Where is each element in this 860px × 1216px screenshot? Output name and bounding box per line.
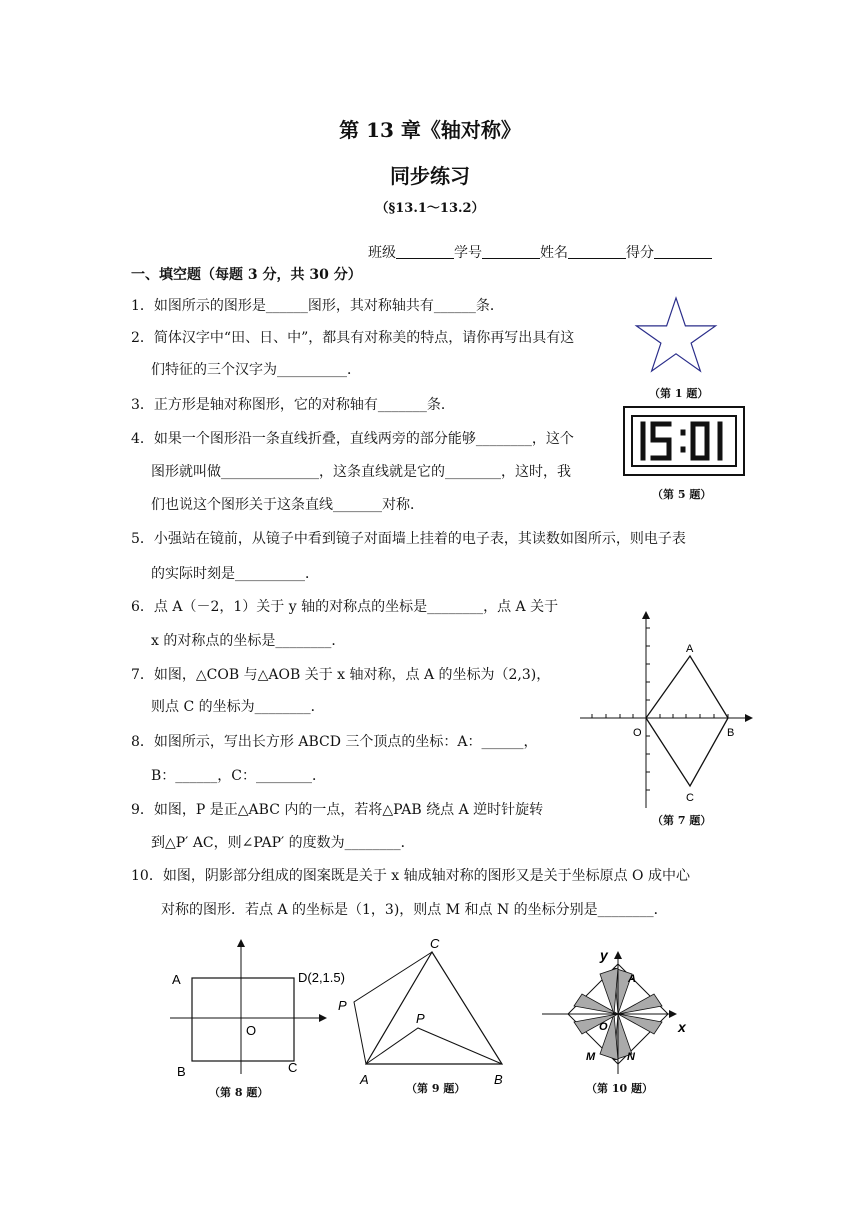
label-p-prime: P <box>338 998 347 1013</box>
label-b: B <box>494 1072 503 1087</box>
question-2-line-2: 们特征的三个汉字为__________． <box>151 362 361 378</box>
question-10-line-2: 对称的图形．若点 A 的坐标是（1，3)，则点 M 和点 N 的坐标分别是________． <box>161 902 668 918</box>
figure-1-caption: （第 1 题） <box>649 387 709 400</box>
label-c: C <box>430 936 440 951</box>
question-5-line-1: 5．小强站在镜前，从镜子中看到镜子对面墙上挂着的电子表，其读数如图所示，则电子表 <box>131 531 686 547</box>
label-b: B <box>727 727 735 739</box>
question-9-line-1: 9．如图，P 是正△ABC 内的一点，若将△PAB 绕点 A 逆时针旋转 <box>131 802 544 818</box>
page-title: 第 13 章《轴对称》 <box>339 118 521 142</box>
label-a: A <box>686 643 694 655</box>
label-x: x <box>678 1019 686 1035</box>
class-label: 班级 <box>368 245 396 261</box>
axis-ticks <box>592 628 728 790</box>
label-d: D(2,1.5) <box>298 970 345 985</box>
label-y: y <box>600 947 608 963</box>
question-4-line-3: 们也说这个图形关于这条直线_______对称． <box>151 497 424 513</box>
question-6-line-1: 6．点 A（－2，1）关于 y 轴的对称点的坐标是________，点 A 关于 <box>131 599 559 615</box>
question-6-line-2: x 的对称点的坐标是________． <box>151 633 346 649</box>
score-label: 得分 <box>626 245 654 261</box>
figure-7-coordinate-rhombus <box>580 608 756 813</box>
figure-10-pattern <box>540 946 700 1076</box>
figure-8-coordinate-rectangle <box>168 936 345 1079</box>
label-a: A <box>360 1072 369 1087</box>
question-1: 1．如图所示的图形是______图形，其对称轴共有______条． <box>131 298 504 314</box>
figure-9-triangle <box>334 932 514 1088</box>
page-subtitle: 同步练习 <box>390 164 470 188</box>
section-title: 一、填空题（每题 3 分，共 30 分） <box>131 267 362 283</box>
question-4-line-2: 图形就叫做______________，这条直线就是它的________，这时，我 <box>151 464 571 480</box>
figure-9-caption: （第 9 题） <box>406 1082 466 1095</box>
label-a: A <box>172 972 181 987</box>
id-label: 学号 <box>454 245 482 261</box>
question-8-line-1: 8．如图所示，写出长方形 ABCD 三个顶点的坐标：A：______， <box>131 734 538 750</box>
figure-1-star <box>636 298 716 374</box>
student-info-line <box>368 242 712 262</box>
question-2-line-1: 2．简体汉字中“田、日、中”，都具有对称美的特点，请你再写出具有这 <box>131 330 575 346</box>
rhombus-shape <box>646 656 728 786</box>
label-p: P <box>416 1011 425 1026</box>
label-m: M <box>586 1051 596 1063</box>
score-blank <box>654 244 712 259</box>
figure-5-clock <box>623 406 745 476</box>
class-blank <box>396 244 454 259</box>
name-blank <box>568 244 626 259</box>
question-7-line-2: 则点 C 的坐标为________． <box>151 699 325 715</box>
question-7-line-1: 7．如图，△COB 与△AOB 关于 x 轴对称，点 A 的坐标为（2,3)， <box>131 667 551 683</box>
question-10-line-1: 10．如图，阴影部分组成的图案既是关于 x 轴成轴对称的图形又是关于坐标原点 O 成中心 <box>131 868 690 884</box>
rectangle-abcd <box>192 978 294 1061</box>
figure-7-caption: （第 7 题） <box>652 814 712 827</box>
label-b: B <box>177 1064 186 1079</box>
question-9-line-2: 到△P′ AC，则∠PAP′ 的度数为________． <box>151 835 415 851</box>
figure-5-caption: （第 5 题） <box>652 488 712 501</box>
label-o: O <box>599 1021 608 1033</box>
label-c: C <box>288 1060 298 1075</box>
label-n: N <box>627 1051 635 1063</box>
star-shape <box>636 298 715 371</box>
label-a: A <box>628 973 636 985</box>
question-3: 3．正方形是轴对称图形，它的对称轴有_______条． <box>131 397 455 413</box>
question-4-line-1: 4．如果一个图形沿一条直线折叠，直线两旁的部分能够________，这个 <box>131 431 574 447</box>
segments-to-p <box>366 1028 502 1064</box>
label-o: O <box>246 1023 257 1038</box>
rotated-triangle <box>354 952 432 1064</box>
name-label: 姓名 <box>540 245 568 261</box>
figure-10-caption: （第 10 题） <box>586 1082 653 1095</box>
label-o: O <box>633 727 642 739</box>
section-range: （§13.1～13.2） <box>375 201 485 216</box>
id-blank <box>482 244 540 259</box>
figure-8-caption: （第 8 题） <box>209 1086 269 1099</box>
question-5-line-2: 的实际时刻是__________． <box>151 566 319 582</box>
question-8-line-2: B：______，C：________． <box>151 768 326 784</box>
triangle-abc <box>366 952 502 1064</box>
label-c: C <box>686 792 694 804</box>
